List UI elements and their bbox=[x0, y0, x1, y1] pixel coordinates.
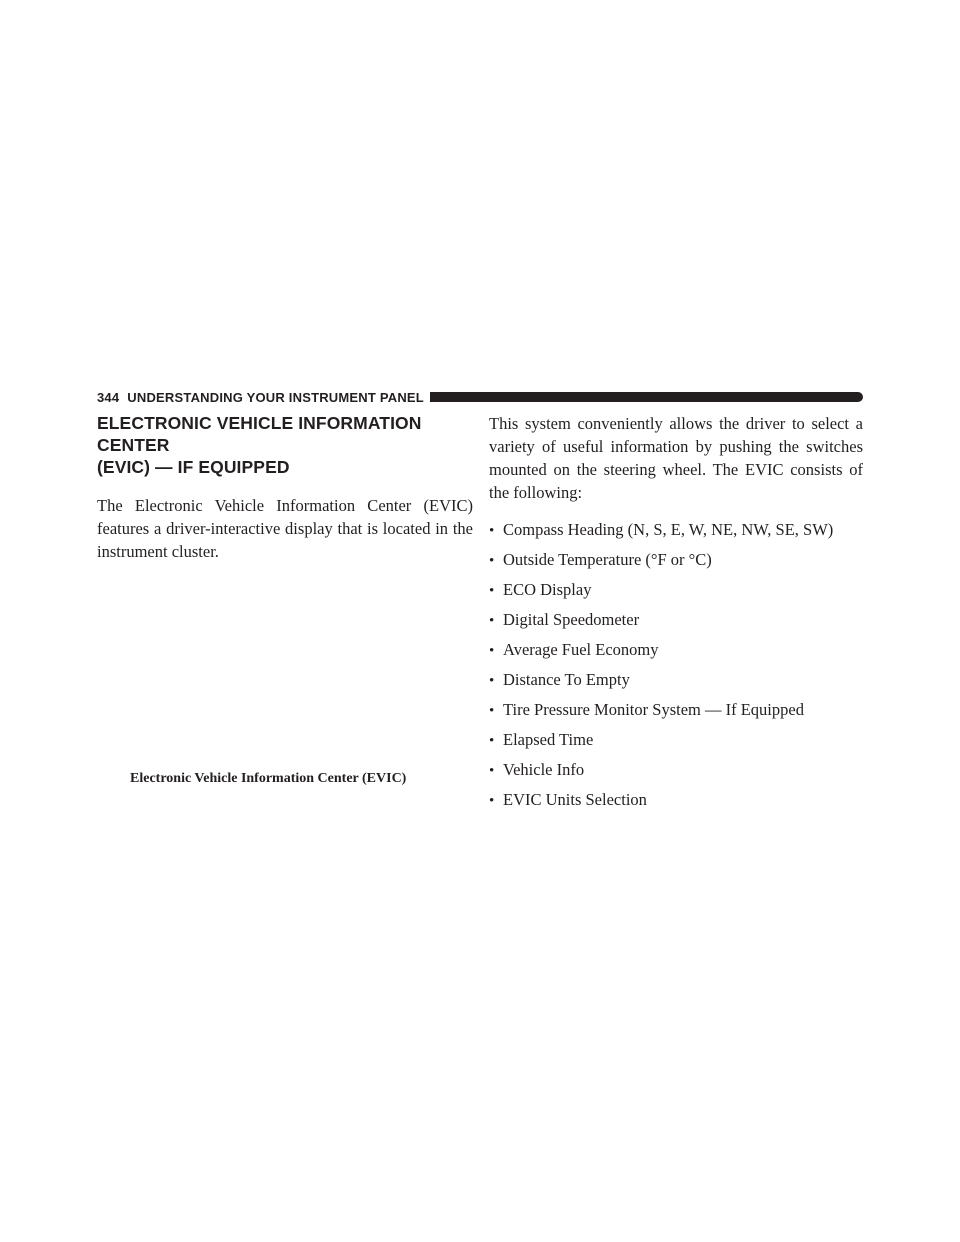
bullet-icon: • bbox=[489, 703, 495, 719]
system-description: This system conveniently allows the driver to select a variety of useful information by pushing the switches mounted on the steering wheel. The EVIC consists of the following: bbox=[489, 414, 863, 502]
list-item-text: Vehicle Info bbox=[503, 760, 585, 779]
list-item-text: Outside Temperature (°F or °C) bbox=[503, 550, 712, 569]
list-item bbox=[489, 578, 863, 603]
bullet-icon: • bbox=[489, 643, 495, 659]
list-item bbox=[489, 608, 863, 633]
page-number: 344 bbox=[97, 389, 120, 405]
right-column bbox=[489, 412, 863, 818]
figure-caption: Electronic Vehicle Information Center (EVIC) bbox=[130, 771, 407, 786]
list-item-text: Average Fuel Economy bbox=[503, 640, 659, 659]
bullet-icon: • bbox=[489, 583, 495, 599]
bullet-icon: • bbox=[489, 613, 495, 629]
intro-paragraph: The Electronic Vehicle Information Center (EVIC) features a driver-interactive display that is located in the instrument cluster. bbox=[97, 496, 473, 561]
list-item-text: EVIC Units Selection bbox=[503, 790, 647, 809]
list-item bbox=[489, 728, 863, 753]
list-item bbox=[489, 548, 863, 573]
page-header bbox=[97, 389, 863, 405]
list-item bbox=[489, 788, 863, 813]
list-item bbox=[489, 638, 863, 663]
list-item bbox=[489, 668, 863, 693]
bullet-icon: • bbox=[489, 763, 495, 779]
heading-line-2: (EVIC) — IF EQUIPPED bbox=[97, 457, 290, 477]
list-item-text: Distance To Empty bbox=[503, 670, 630, 689]
list-item-text: Digital Speedometer bbox=[503, 610, 640, 629]
heading-line-1: ELECTRONIC VEHICLE INFORMATION CENTER bbox=[97, 413, 422, 455]
bullet-icon: • bbox=[489, 793, 495, 809]
list-item-text: ECO Display bbox=[503, 580, 592, 599]
left-column bbox=[97, 412, 473, 563]
bullet-icon: • bbox=[489, 553, 495, 569]
list-item bbox=[489, 698, 863, 723]
list-item-text: Compass Heading (N, S, E, W, NE, NW, SE, SW) bbox=[503, 520, 834, 539]
bullet-icon: • bbox=[489, 733, 495, 749]
list-item bbox=[489, 758, 863, 783]
bullet-icon: • bbox=[489, 523, 495, 539]
bullet-icon: • bbox=[489, 673, 495, 689]
list-item-text: Tire Pressure Monitor System — If Equipped bbox=[503, 700, 804, 719]
header-rule bbox=[430, 392, 863, 402]
section-title: UNDERSTANDING YOUR INSTRUMENT PANEL bbox=[127, 389, 424, 405]
list-item-text: Elapsed Time bbox=[503, 730, 594, 749]
section-heading bbox=[97, 412, 473, 478]
evic-feature-list bbox=[489, 518, 863, 813]
evic-figure bbox=[97, 590, 473, 750]
list-item bbox=[489, 518, 863, 543]
